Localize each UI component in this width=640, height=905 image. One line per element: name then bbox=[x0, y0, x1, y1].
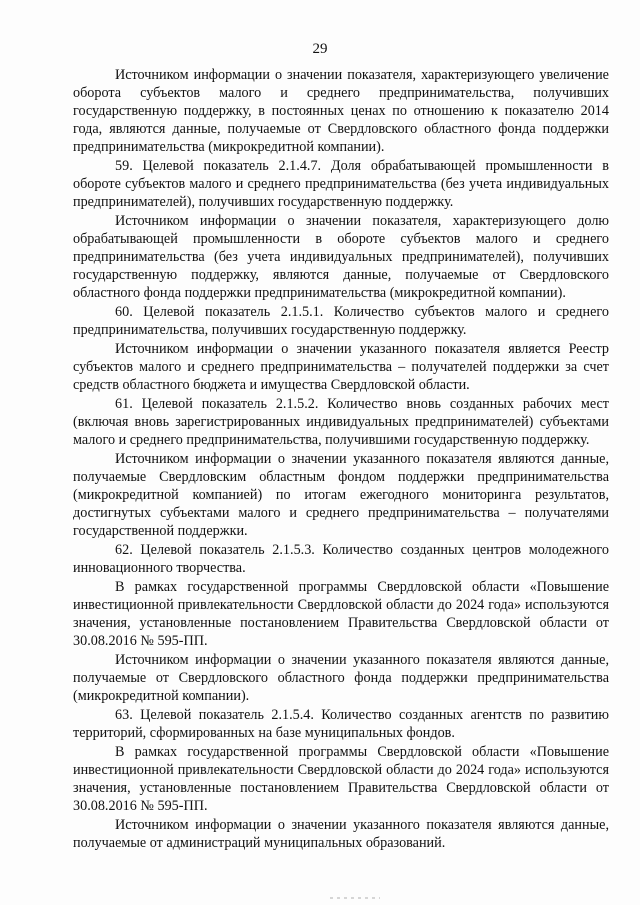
paragraph-program-reference-1: В рамках государственной программы Свердловской области «Повышение инвестиционной привлекательности Свердловской области до 2024 года» используются значения, установленные постановлением Правительства Свердловской области от 30.08.2016 № 595-ПП. bbox=[73, 579, 609, 649]
paragraph-source-registry: Источником информации о значении указанного показателя является Реестр субъектов малого и среднего предпринимательства – получателей поддержки за счет средств областного бюджета и имущества Свердловской области. bbox=[73, 341, 609, 393]
paragraph-item-63: 63. Целевой показатель 2.1.5.4. Количество созданных агентств по развитию территорий, сформированных на базе муниципальных фондов. bbox=[73, 707, 609, 741]
paragraph-program-reference-2: В рамках государственной программы Свердловской области «Повышение инвестиционной привлекательности Свердловской области до 2024 года» используются значения, установленные постановлением Правительства Свердловской области от 30.08.2016 № 595-ПП. bbox=[73, 744, 609, 814]
paragraph-source-fund: Источником информации о значении указанного показателя являются данные, получаемые от Свердловского областного фонда поддержки предпринимательства (микрокредитной компании). bbox=[73, 652, 609, 704]
paragraph-source-monitoring: Источником информации о значении указанного показателя являются данные, получаемые Свердловским областным фондом поддержки предпринимательства (микрокредитной компанией) по итогам ежегодного мониторинга результатов, достигнутых субъектами малого и среднего предпринимательства – получателями государственной поддержки. bbox=[73, 451, 609, 539]
paragraph-item-61: 61. Целевой показатель 2.1.5.2. Количество вновь созданных рабочих мест (включая вновь зарегистрированных индивидуальных предпринимателей) субъектами малого и среднего предпринимательства, получившими государственную поддержку. bbox=[73, 396, 609, 448]
document-body bbox=[73, 66, 609, 852]
paragraph-source-municipal: Источником информации о значении указанного показателя являются данные, получаемые от администраций муниципальных образований. bbox=[73, 817, 609, 851]
page-number: 29 bbox=[312, 41, 328, 57]
paragraph-source-manufacturing-share: Источником информации о значении показателя, характеризующего долю обрабатывающей промышленности в обороте субъектов малого и среднего предпринимательства (без учета индивидуальных предпринимателей), получивших государственную поддержку, являются данные, получаемые от Свердловского областного фонда поддержки предпринимательства (микрокредитной компании). bbox=[73, 213, 609, 301]
paragraph-item-62: 62. Целевой показатель 2.1.5.3. Количество созданных центров молодежного инновационного творчества. bbox=[73, 542, 609, 576]
paragraph-source-turnover: Источником информации о значении показателя, характеризующего увеличение оборота субъектов малого и среднего предпринимательства, получивших государственную поддержку, в постоянных ценах по отношению к показателю 2014 года, являются данные, получаемые от Свердловского областного фонда поддержки предпринимательства (микрокредитной компании). bbox=[73, 67, 609, 155]
paragraph-item-59: 59. Целевой показатель 2.1.4.7. Доля обрабатывающей промышленности в обороте субъектов малого и среднего предпринимательства (без учета индивидуальных предпринимателей), получивших государственную поддержку. bbox=[73, 158, 609, 210]
paragraph-item-60: 60. Целевой показатель 2.1.5.1. Количество субъектов малого и среднего предпринимательства, получивших государственную поддержку. bbox=[73, 304, 609, 338]
scan-artifact bbox=[330, 897, 380, 899]
